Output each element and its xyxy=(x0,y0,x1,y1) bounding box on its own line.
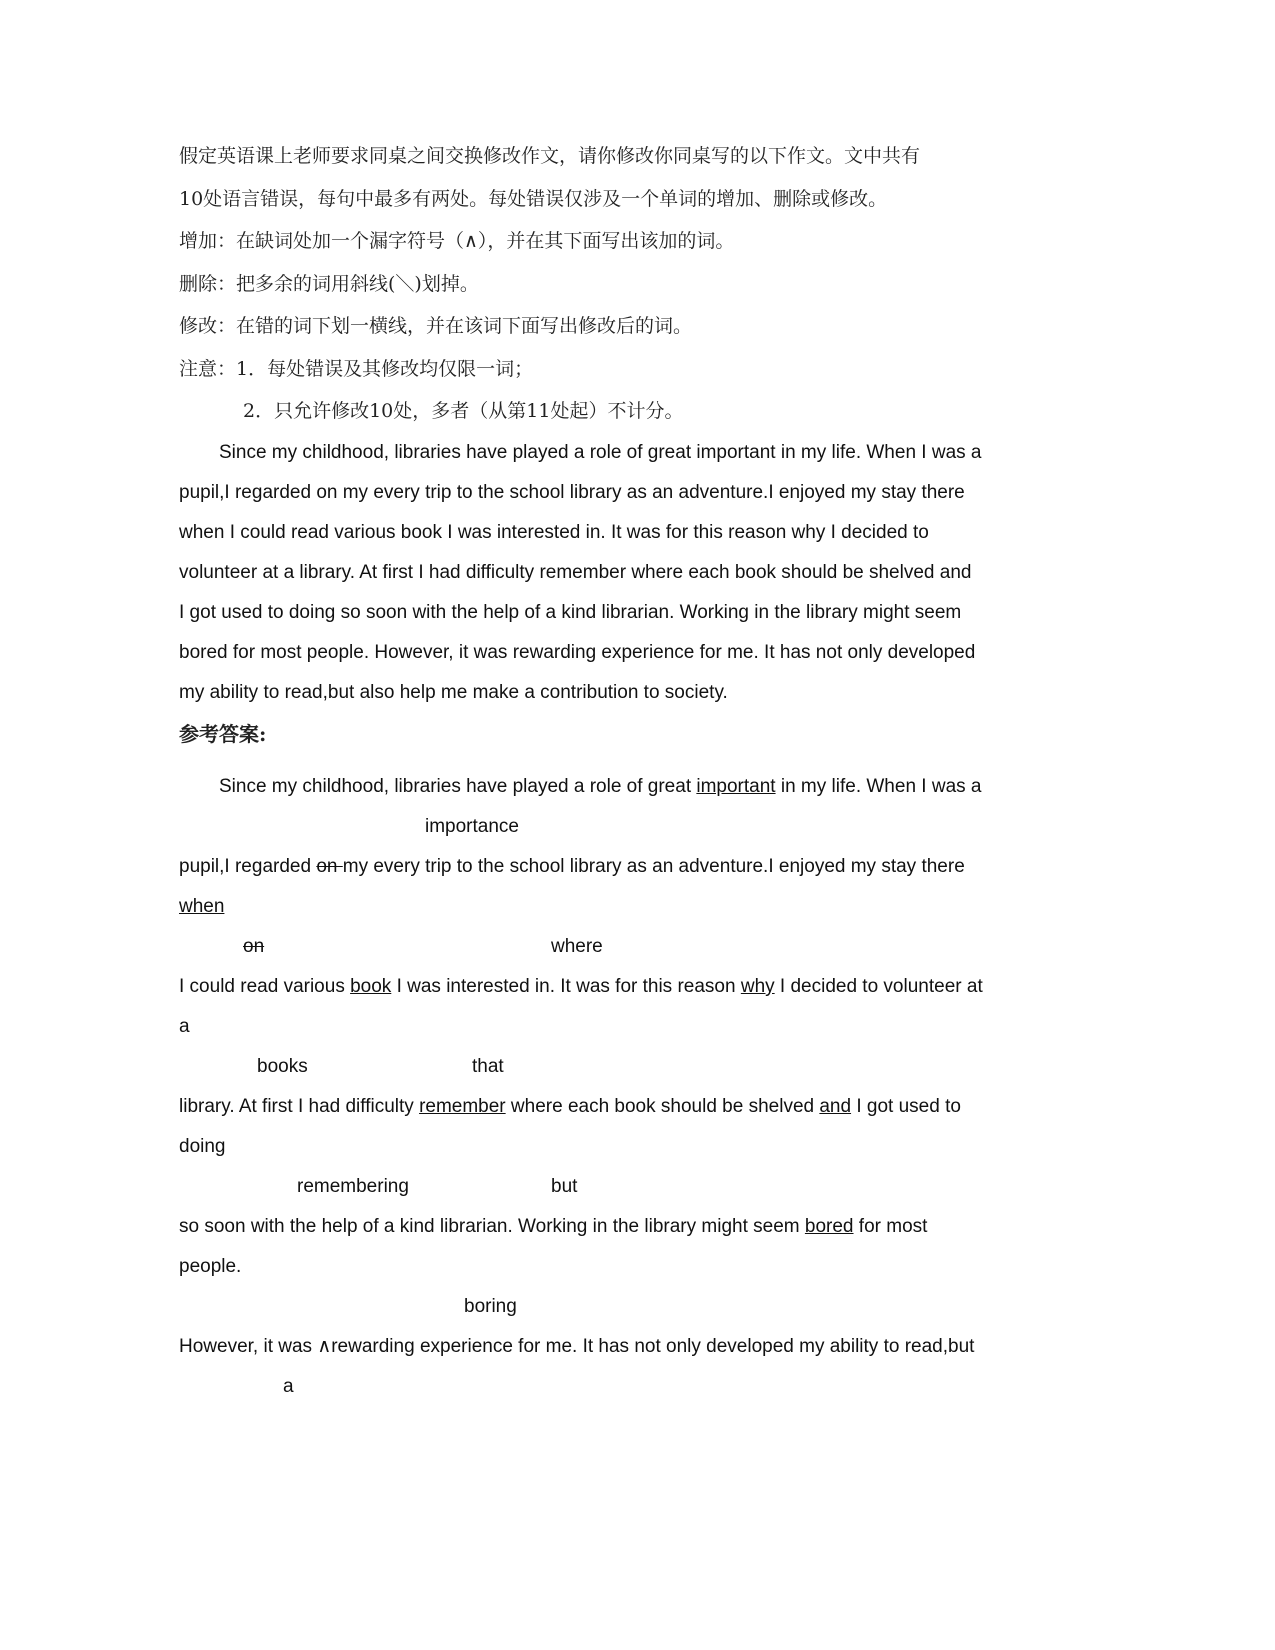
instructions-line xyxy=(179,272,479,296)
text-segment: 假定英语课上老师要求同桌之间交换修改作文，请你修改你同桌写的以下作文。文中共有 xyxy=(179,145,921,167)
text-segment: a xyxy=(283,1376,294,1397)
text-segment: so soon with the help of a kind librarian. Working in the library might seem xyxy=(179,1216,805,1237)
answer-line xyxy=(179,975,983,999)
answer-line xyxy=(179,1095,961,1119)
text-segment: 2．只允许修改10处，多者（从第11处起）不计分。 xyxy=(243,400,684,422)
answer-line xyxy=(219,775,981,799)
text-segment: for most xyxy=(853,1216,928,1237)
answer-line xyxy=(179,1255,241,1279)
passage-line xyxy=(179,641,975,665)
underlined-error-word: important xyxy=(696,776,776,797)
text-segment: 注意：1．每处错误及其修改均仅限一词； xyxy=(179,358,534,380)
text-segment: 修改：在错的词下划一横线，并在该词下面写出修改后的词。 xyxy=(179,315,693,337)
passage-line xyxy=(179,521,929,545)
text-segment: I could read various xyxy=(179,976,351,997)
answer-line xyxy=(179,1215,927,1239)
text-segment: I was interested in. It was for this reason xyxy=(391,976,741,997)
answer-line xyxy=(243,935,264,959)
answer-line xyxy=(551,935,603,959)
underlined-error-word: and xyxy=(819,1096,852,1117)
struck-word: on xyxy=(316,856,343,877)
text-segment: bored for most people. However, it was rewarding experience for me. It has not only developed xyxy=(179,642,976,663)
text-segment: people. xyxy=(179,1256,242,1277)
text-segment: volunteer at a library. At first I had difficulty remember where each book should be shelved and xyxy=(179,562,972,583)
instructions-line xyxy=(179,144,920,168)
text-segment: library. At first I had difficulty xyxy=(179,1096,420,1117)
text-segment: my ability to read,but also help me make a contribution to society. xyxy=(179,682,728,703)
text-segment: However, it was ∧rewarding experience for me. It has not only developed my ability to read,but xyxy=(179,1336,975,1357)
text-segment: pupil,I regarded xyxy=(179,856,317,877)
text-segment: books xyxy=(257,1056,308,1077)
answer-heading: 参考答案: xyxy=(179,722,267,746)
answer-line xyxy=(179,1335,974,1359)
answer-line xyxy=(297,1175,409,1199)
answer-line xyxy=(179,1135,226,1159)
answer-line xyxy=(283,1375,294,1399)
instructions-line xyxy=(243,399,683,423)
underlined-error-word: bored xyxy=(804,1216,854,1237)
answer-line xyxy=(179,1015,190,1039)
answer-line xyxy=(425,815,519,839)
text-segment: Since my childhood, libraries have played a role of great important in my life. When I was a xyxy=(219,442,982,463)
instructions-line xyxy=(179,314,692,338)
passage-line xyxy=(179,481,965,505)
text-segment: a xyxy=(179,1016,190,1037)
answer-line xyxy=(472,1055,504,1079)
passage-line xyxy=(219,441,981,465)
text-segment: boring xyxy=(464,1296,517,1317)
text-segment: importance xyxy=(425,816,519,837)
passage-line xyxy=(179,561,971,585)
text-segment: where each book should be shelved xyxy=(505,1096,820,1117)
underlined-error-word: remember xyxy=(419,1096,506,1117)
text-segment: that xyxy=(472,1056,504,1077)
struck-word: on xyxy=(243,936,265,957)
text-segment: Since my childhood, libraries have played a role of great xyxy=(219,776,697,797)
answer-line xyxy=(464,1295,517,1319)
text-segment: when I could read various book I was interested in. It was for this reason why I decided to xyxy=(179,522,929,543)
answer-line xyxy=(257,1055,308,1079)
text-segment: remembering xyxy=(297,1176,409,1197)
text-segment: I decided to volunteer at xyxy=(774,976,983,997)
text-segment: I got used to doing so soon with the help of a kind librarian. Working in the library might seem xyxy=(179,602,962,623)
underlined-error-word: when xyxy=(179,896,225,917)
answer-line xyxy=(179,855,965,879)
underlined-error-word: why xyxy=(740,976,775,997)
text-segment: doing xyxy=(179,1136,226,1157)
passage-line xyxy=(179,601,961,625)
answer-line xyxy=(551,1175,577,1199)
answer-line xyxy=(179,895,224,919)
instructions-line xyxy=(179,357,533,381)
text-segment: 增加：在缺词处加一个漏字符号（∧），并在其下面写出该加的词。 xyxy=(179,230,735,252)
text-segment: pupil,I regarded on my every trip to the school library as an adventure.I enjoyed my stay there xyxy=(179,482,965,503)
instructions-line xyxy=(179,187,887,211)
passage-line xyxy=(179,681,728,705)
underlined-error-word: book xyxy=(350,976,392,997)
text-segment: my every trip to the school library as an adventure.I enjoyed my stay there xyxy=(342,856,965,877)
text-segment: I got used to xyxy=(851,1096,961,1117)
text-segment: where xyxy=(551,936,603,957)
instructions-line xyxy=(179,229,734,253)
text-segment: but xyxy=(551,1176,578,1197)
text-segment: 删除：把多余的词用斜线(＼)划掉。 xyxy=(179,273,479,295)
text-segment: in my life. When I was a xyxy=(775,776,982,797)
text-segment: 10处语言错误，每句中最多有两处。每处错误仅涉及一个单词的增加、删除或修改。 xyxy=(179,188,888,210)
